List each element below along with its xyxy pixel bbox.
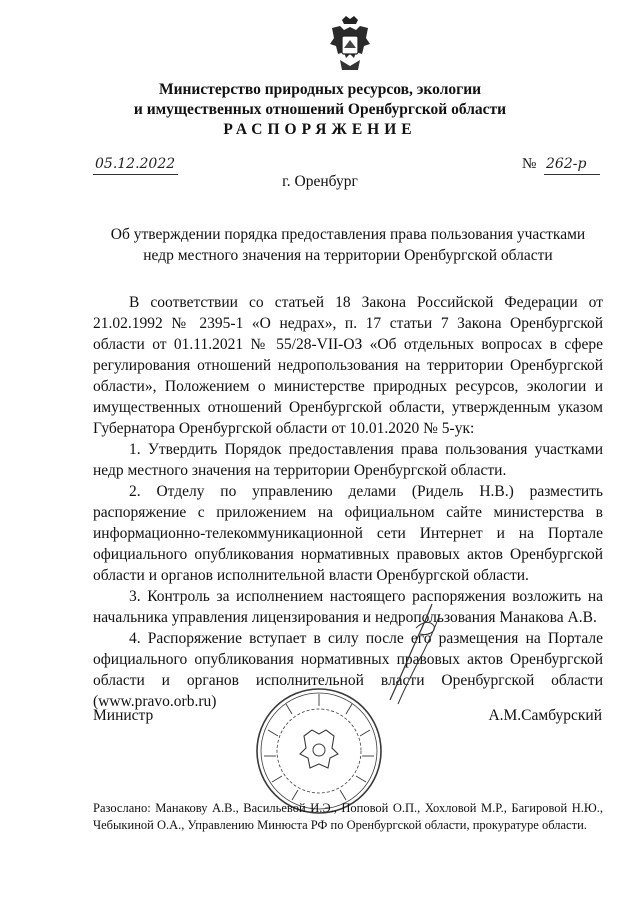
distribution-list: Разослано: Манакову А.В., Васильевой И.Э., Поповой О.П., Хохловой М.Р., Багировой Н.Ю., Чебыкиной О.А., Управлению Минюста РФ по Оренбургской области, прокуратуре области. (93, 801, 603, 832)
number-sign: № (522, 156, 537, 172)
order-item-4: 4. Распоряжение вступает в силу после его размещения на Портале официального опубликования нормативных правовых актов Оренбургской области и органов исполнительной власти Оренбургской области (www.pravo.orb.ru) (93, 630, 603, 710)
document-body (93, 292, 603, 712)
order-item-2: 2. Отделу по управлению делами (Ридель Н.В.) разместить распоряжение с приложением на официальном сайте министерства в информационно-телекоммуникационной сети Интернет и на Портале официального опубликования нормативных правовых актов Оренбургской области и органов исполнительной власти Оренбургской области. (93, 483, 603, 584)
document-number-handwritten: 262-р (546, 156, 587, 172)
org-name-line2: и имущественных отношений Оренбургской области (133, 101, 507, 118)
document-subject (93, 224, 603, 266)
official-seal-icon (254, 686, 384, 816)
document-date-handwritten: 05.12.2022 (95, 156, 176, 172)
coat-of-arms-icon (326, 14, 374, 72)
subject-line1: Об утверждении порядка предоставления права пользования участками (110, 226, 586, 243)
signatory-title: Министр (93, 707, 154, 724)
signatory-name: А.М.Самбурский (488, 707, 602, 724)
document-number-field (522, 152, 602, 174)
preamble-paragraph: В соответствии со статьей 18 Закона Российской Федерации от 21.02.1992 № 2395-1 «О недрах», п. 17 статьи 7 Закона Оренбургской области от 01.11.2021 № 55/28-VII-ОЗ «Об отдельных вопросах в сфере регулирования отношений недропользования на территории Оренбургской области», Положением о министерстве природных ресурсов, экологии и имущественных отношений Оренбургской области, утвержденным указом Губернатора Оренбургской области от 10.01.2020 № 5-ук: (93, 294, 603, 437)
org-name-line1: Министерство природных ресурсов, экологии (158, 81, 482, 98)
order-item-1: 1. Утвердить Порядок предоставления права пользования участками недр местного значения на территории Оренбургской области. (93, 441, 603, 479)
subject-line2: недр местного значения на территории Оренбургской области (143, 247, 553, 264)
document-type-title: РАСПОРЯЖЕНИЕ (223, 121, 417, 138)
city-name: г. Оренбург (282, 173, 358, 190)
order-item-3: 3. Контроль за исполнением настоящего распоряжения возложить на начальника управления лицензирования и недропользования Манакова А.В. (93, 588, 603, 626)
